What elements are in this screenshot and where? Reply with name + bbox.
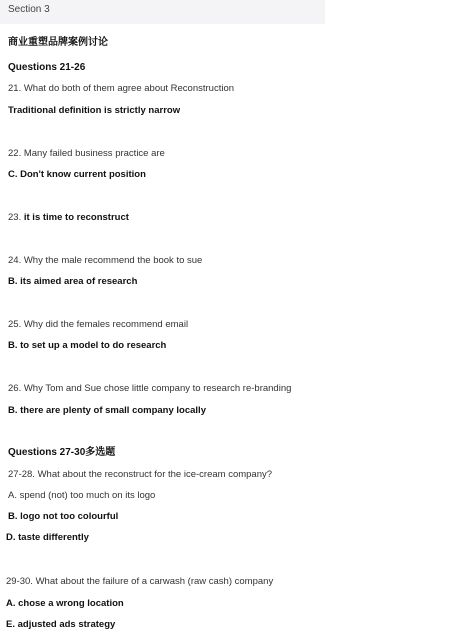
option-27-28-a: A. spend (not) too much on its logo xyxy=(8,490,156,501)
answer-25: B. to set up a model to do research xyxy=(8,340,167,351)
answer-21: Traditional definition is strictly narrow xyxy=(8,105,181,116)
section-label: Section 3 xyxy=(8,4,50,15)
option-29-30-e: E. adjusted ads strategy xyxy=(6,619,116,630)
question-25: 25. Why did the females recommend email xyxy=(8,319,189,330)
answer-24: B. its aimed area of research xyxy=(8,276,138,287)
option-27-28-b: B. logo not too colourful xyxy=(8,511,119,522)
question-21: 21. What do both of them agree about Reconstruction xyxy=(8,83,235,94)
answer-26: B. there are plenty of small company locally xyxy=(8,405,206,416)
question-23-number: 23. xyxy=(8,212,24,223)
question-27-28: 27-28. What about the reconstruct for the ice-cream company? xyxy=(8,469,273,480)
group2-heading: Questions 27-30多选题 xyxy=(8,447,116,458)
question-26: 26. Why Tom and Sue chose little company to research re-branding xyxy=(8,383,292,394)
option-27-28-d: D. taste differently xyxy=(6,532,89,543)
topic-title: 商业重塑品牌案例讨论 xyxy=(8,37,108,48)
option-29-30-a: A. chose a wrong location xyxy=(6,598,124,609)
question-23 xyxy=(8,211,129,224)
answer-23: it is time to reconstruct xyxy=(23,212,129,223)
group1-heading: Questions 21-26 xyxy=(8,62,86,73)
question-29-30: 29-30. What about the failure of a carwash (raw cash) company xyxy=(6,576,274,587)
question-22: 22. Many failed business practice are xyxy=(8,148,165,159)
question-24: 24. Why the male recommend the book to sue xyxy=(8,255,203,266)
section-header xyxy=(0,0,325,24)
answer-22: C. Don't know current position xyxy=(8,169,146,180)
